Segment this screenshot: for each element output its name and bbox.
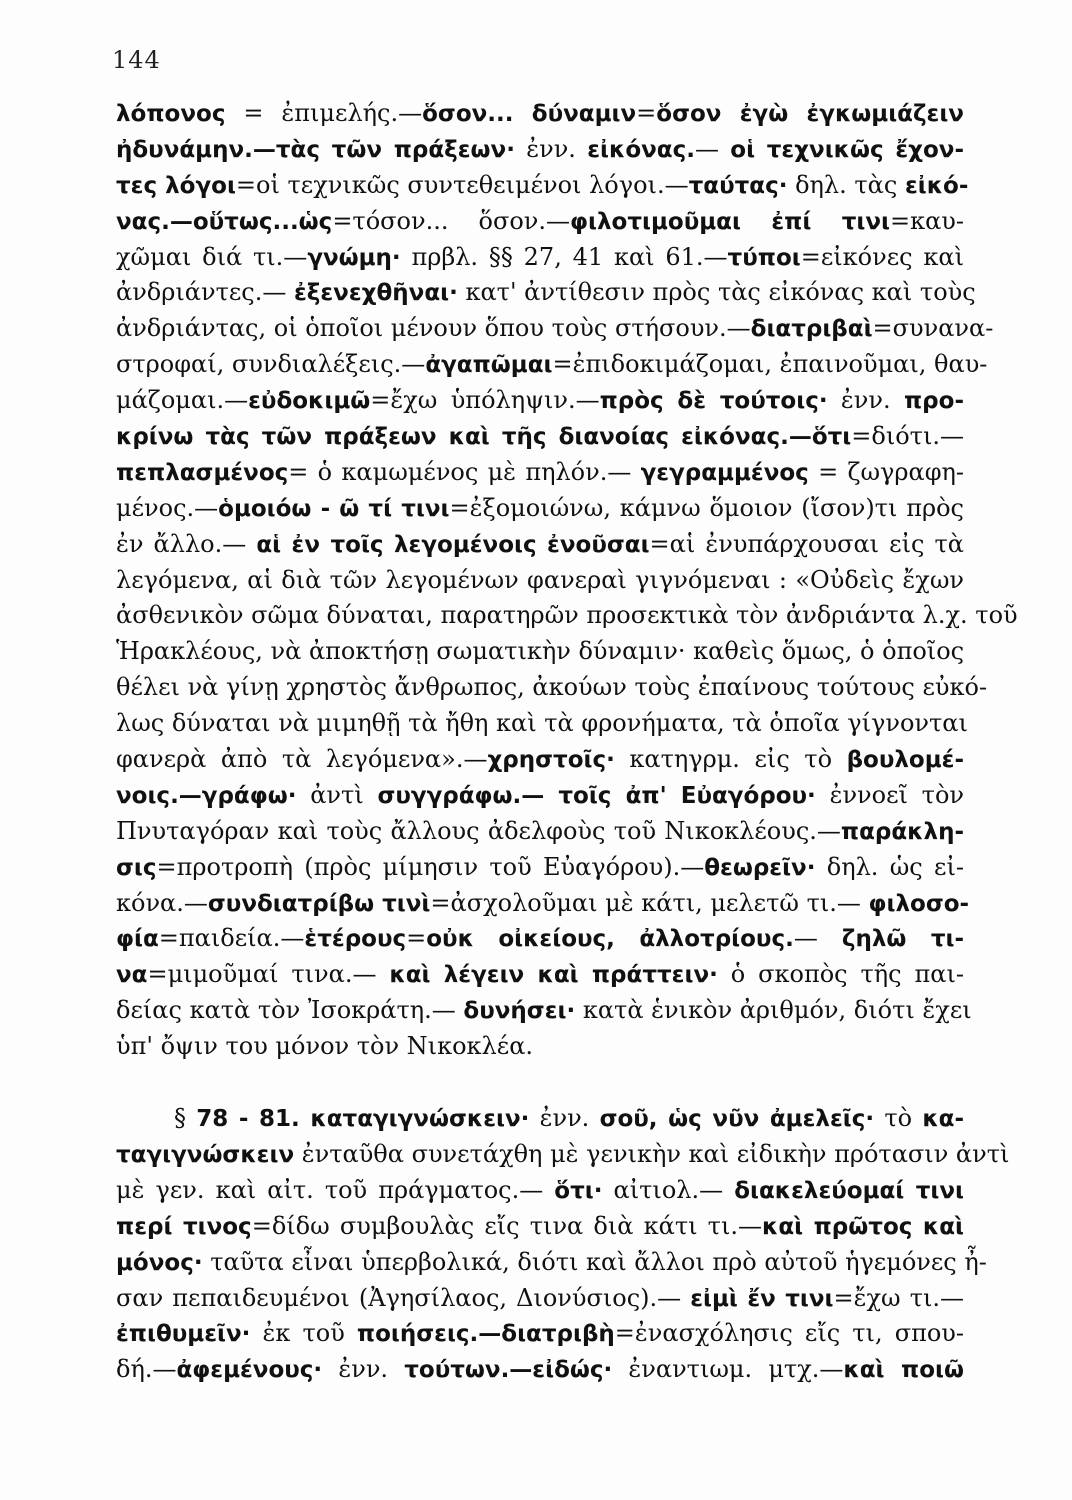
- lemma: χρηστοῖς·: [487, 747, 615, 774]
- paragraph: [116, 1101, 1010, 1388]
- lemma: εὐδοκιμῶ: [248, 388, 371, 415]
- text-line: μάζομαι.—εὐδοκιμῶ=ἔχω ὑπόληψιν.—πρὸς δὲ τούτοις· ἐνν. προ-: [116, 386, 964, 415]
- lemma: γνώμη·: [307, 244, 401, 271]
- lemma: θεωρεῖν·: [704, 854, 816, 881]
- lemma: προ-: [903, 388, 964, 415]
- lemma: ὅσον... δύναμιν: [422, 101, 637, 127]
- lemma: διατριβαὶ: [750, 316, 873, 343]
- text-line: δείας κατὰ τὸν Ἰσοκράτη.— δυνήσει· κατὰ ἑνικὸν ἀριθμόν, διότι ἔχει: [116, 996, 972, 1025]
- lemma: βουλομέ-: [846, 747, 964, 774]
- lemma: εἰκόνας.: [587, 136, 695, 163]
- text-line: νας.—οὕτως...ὡς=τόσον... ὅσον.—φιλοτιμοῦμαι ἐπί τινι=καυ-: [116, 206, 964, 235]
- text-line: σαν πεπαιδευμένοι (Ἀγησίλαος, Διονύσιος).— εἰμὶ ἔν τινι=ἔχω τι.—: [116, 1283, 965, 1312]
- text-line: δή.—ἀφεμένους· ἐνν. τούτων.—εἰδώς· ἐναντιωμ. μτχ.—καὶ ποιῶ: [116, 1355, 964, 1384]
- text-line: λόπονος = ἐπιμελής.—ὅσον... δύναμιν=ὅσον ἐγὼ ἐγκωμιάζειν: [116, 99, 964, 127]
- text-line: πεπλασμένος= ὁ καμωμένος μὲ πηλόν.— γεγραμμένος = ζωγραφη-: [116, 457, 964, 486]
- text-line: να=μιμοῦμαί τινα.— καὶ λέγειν καὶ πράττειν· ὁ σκοπὸς τῆς παι-: [116, 960, 965, 989]
- lemma: κρίνω τὰς τῶν πράξεων καὶ τῆς διανοίας εἰκόνας.—ὅτι: [116, 424, 852, 451]
- text-line: Πνυταγόραν καὶ τοὺς ἄλλους ἀδελφοὺς τοῦ Νικοκλέους.—παράκλη-: [116, 816, 964, 845]
- lemma: φία: [116, 926, 159, 953]
- lemma: καὶ ποιῶ: [843, 1357, 964, 1384]
- text-line: σις=προτροπὴ (πρὸς μίμησιν τοῦ Εὐαγόρου).—θεωρεῖν· δηλ. ὡς εἰ-: [116, 852, 964, 881]
- text-line: ἀνδριάντες.— ἐξενεχθῆναι· κατ' ἀντίθεσιν πρὸς τὰς εἰκόνας καὶ τοὺς: [116, 278, 976, 307]
- lemma: σις: [116, 854, 157, 881]
- lemma: ἑτέρους: [304, 926, 407, 953]
- lemma: φιλοτιμοῦμαι ἐπί τινι: [570, 208, 890, 235]
- text-line: μένος.—ὁμοιόω - ῶ τί τινι=ἐξομοιώνω, κάμνω ὅμοιον (ἴσον)τι πρὸς: [116, 493, 964, 522]
- lemma: οἱ τεχνικῶς ἔχον-: [730, 136, 964, 163]
- text-line: ὑπ' ὄψιν του μόνον τὸν Νικοκλέα.: [116, 1032, 534, 1061]
- lemma: τες λόγοι: [116, 172, 236, 199]
- lemma: φιλοσο-: [868, 890, 970, 917]
- lemma: τύποι: [727, 244, 801, 271]
- lemma: γεγραμμένος: [640, 459, 809, 486]
- lemma: ταύτας·: [688, 172, 788, 199]
- text-line: κόνα.—συνδιατρίβω τινὶ=ἀσχολοῦμαι μὲ κάτι, μελετῶ τι.— φιλοσο-: [116, 888, 970, 917]
- lemma: 78 - 81. καταγιγνώσκειν·: [196, 1106, 530, 1133]
- lemma: καὶ πρῶτος καὶ: [761, 1213, 965, 1240]
- text-line: περί τινος=δίδω συμβουλὰς εἴς τινα διὰ κάτι τι.—καὶ πρῶτος καὶ: [116, 1211, 965, 1240]
- lemma: εἰμὶ ἔν τινι: [690, 1285, 834, 1312]
- lemma: διακελεύομαί τινι: [734, 1177, 964, 1204]
- text-line: § 78 - 81. καταγιγνώσκειν· ἐνν. σοῦ, ὡς νῦν ἀμελεῖς· τὸ κα-: [174, 1104, 964, 1133]
- lemma: ἐξενεχθῆναι·: [293, 280, 458, 307]
- commentary-text: [116, 96, 1018, 1388]
- text-line: φανερὰ ἀπὸ τὰ λεγόμενα».—χρηστοῖς· κατηγρμ. εἰς τὸ βουλομέ-: [116, 745, 964, 774]
- lemma: λόπονος: [116, 101, 226, 127]
- text-line: θέλει νὰ γίνῃ χρηστὸς ἄνθρωπος, ἀκούων τοὺς ἐπαίνους τούτους εὐκό-: [116, 673, 988, 702]
- text-line: ἐν ἄλλο.— αἱ ἐν τοῖς λεγομένοις ἐνοῦσαι=αἱ ἐνυπάρχουσαι εἰς τὰ: [116, 529, 964, 558]
- paragraph-gap: [116, 1065, 964, 1101]
- lemma: ἠδυνάμην.—τὰς τῶν πράξεων·: [116, 136, 515, 163]
- text-line: Ἡρακλέους, νὰ ἀποκτήσῃ σωματικὴν δύναμιν· καθεὶς ὅμως, ὁ ὁποῖος: [116, 637, 965, 666]
- lemma: εἰκό-: [904, 172, 969, 199]
- text-line: στροφαί, συνδιαλέξεις.—ἀγαπῶμαι=ἐπιδοκιμάζομαι, ἐπαινοῦμαι, θαυ-: [116, 350, 988, 379]
- lemma: ζηλῶ τι-: [841, 926, 965, 953]
- lemma: καὶ λέγειν καὶ πράττειν·: [389, 962, 718, 989]
- lemma: ποιήσεις.—διατριβὴ: [356, 1321, 615, 1348]
- lemma: τούτων.—εἰδώς·: [404, 1357, 613, 1384]
- text-line: λεγόμενα, αἱ διὰ τῶν λεγομένων φανεραὶ γιγνόμεναι : «Οὐδεὶς ἔχων: [116, 565, 964, 594]
- lemma: ὅτι·: [554, 1177, 603, 1204]
- lemma: κα-: [922, 1106, 964, 1133]
- lemma: σοῦ, ὡς νῦν ἀμελεῖς·: [599, 1106, 875, 1133]
- lemma: συνδιατρίβω τινὶ: [207, 890, 431, 917]
- text-line: τες λόγοι=οἱ τεχνικῶς συντεθειμένοι λόγοι.—ταύτας· δηλ. τὰς εἰκό-: [116, 170, 969, 199]
- paragraph: [116, 96, 1018, 1065]
- lemma: πεπλασμένος: [116, 459, 289, 486]
- lemma: ὁμοιόω - ῶ τί τινι: [218, 495, 450, 522]
- lemma: δυνήσει·: [463, 998, 576, 1025]
- text-line: ἠδυνάμην.—τὰς τῶν πράξεων· ἐνν. εἰκόνας.— οἱ τεχνικῶς ἔχον-: [116, 134, 964, 163]
- lemma: να: [116, 962, 148, 989]
- lemma: ταγιγνώσκειν: [116, 1141, 295, 1168]
- lemma: ἀφεμένους·: [176, 1357, 323, 1384]
- text-line: χῶμαι διά τι.—γνώμη· πρβλ. §§ 27, 41 καὶ 61.—τύποι=εἰκόνες καὶ: [116, 242, 964, 271]
- text-line: ταγιγνώσκειν ἐνταῦθα συνετάχθη μὲ γενικὴν καὶ εἰδικὴν πρότασιν ἀντὶ: [116, 1139, 1010, 1168]
- text-line: μόνος· ταῦτα εἶναι ὑπερβολικά, διότι καὶ ἄλλοι πρὸ αὐτοῦ ἡγεμόνες ἦ-: [116, 1247, 987, 1276]
- lemma: ὅσον ἐγὼ ἐγκωμιάζειν: [656, 101, 964, 127]
- text-line: ἐπιθυμεῖν· ἐκ τοῦ ποιήσεις.—διατριβὴ=ἐνασχόλησις εἴς τι, σπου-: [116, 1319, 964, 1348]
- text-line: λως δύναται νὰ μιμηθῇ τὰ ἤθη καὶ τὰ φρονήματα, τὰ ὁποῖα γίγνονται: [116, 709, 968, 738]
- lemma: νας.—οὕτως...ὡς: [116, 208, 333, 235]
- lemma: μόνος·: [116, 1249, 203, 1276]
- lemma: οὐκ οἰκείους, ἀλλοτρίους.: [426, 926, 794, 953]
- text-line: ἀσθενικὸν σῶμα δύναται, παρατηρῶν προσεκτικὰ τὸν ἀνδριάντα λ.χ. τοῦ: [116, 601, 1018, 630]
- lemma: συγγράφω.— τοῖς ἀπ' Εὐαγόρου·: [377, 782, 816, 809]
- lemma: περί τινος: [116, 1213, 252, 1240]
- lemma: πρὸς δὲ τούτοις·: [599, 388, 828, 415]
- lemma: παράκλη-: [840, 818, 964, 845]
- text-line: φία=παιδεία.—ἑτέρους=οὐκ οἰκείους, ἀλλοτρίους.— ζηλῶ τι-: [116, 924, 965, 953]
- lemma: ἐπιθυμεῖν·: [116, 1321, 251, 1348]
- lemma: αἱ ἐν τοῖς λεγομένοις ἐνοῦσαι: [256, 531, 650, 558]
- text-line: μὲ γεν. καὶ αἰτ. τοῦ πράγματος.— ὅτι· αἰτιολ.— διακελεύομαί τινι: [116, 1175, 964, 1204]
- lemma: ἀγαπῶμαι: [425, 352, 553, 379]
- text-line: νοις.—γράφω· ἀντὶ συγγράφω.— τοῖς ἀπ' Εὐαγόρου· ἐννοεῖ τὸν: [116, 780, 964, 809]
- text-line: ἀνδριάντας, οἱ ὁποῖοι μένουν ὅπου τοὺς στήσουν.—διατριβαὶ=συνανα-: [116, 314, 994, 343]
- lemma: νοις.—γράφω·: [116, 782, 297, 809]
- page-number: 144: [112, 46, 161, 74]
- text-line: κρίνω τὰς τῶν πράξεων καὶ τῆς διανοίας εἰκόνας.—ὅτι=διότι.—: [116, 422, 964, 451]
